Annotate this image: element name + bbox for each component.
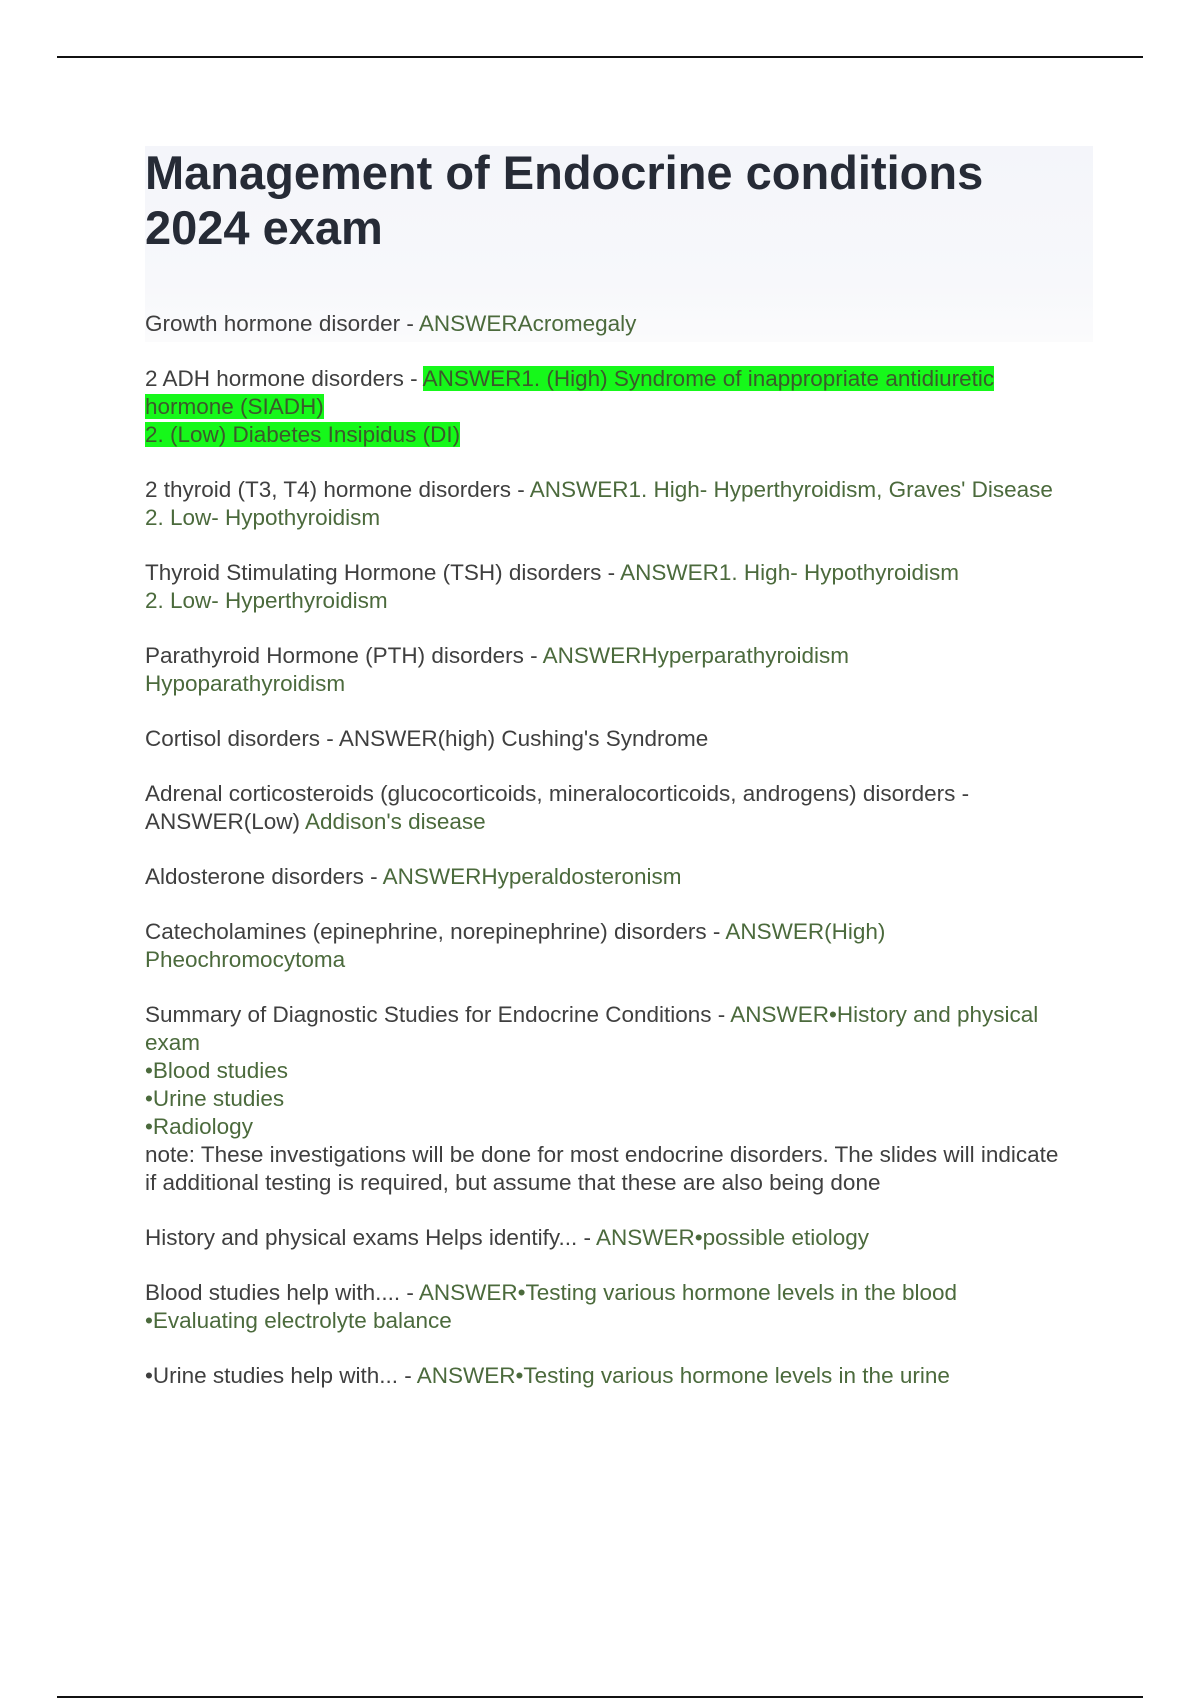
question: History and physical exams Helps identify... - — [145, 1225, 597, 1250]
qa-list — [145, 310, 1065, 1417]
question: Aldosterone disorders - — [145, 864, 383, 889]
answer: ANSWER(High) Pheochromocytoma — [145, 919, 886, 972]
qa-item — [145, 1362, 1065, 1390]
question: Growth hormone disorder - — [145, 311, 419, 336]
qa-item — [145, 918, 1065, 974]
question: •Urine studies help with... - — [145, 1363, 417, 1388]
qa-item — [145, 780, 1065, 836]
question: 2 ADH hormone disorders - — [145, 366, 423, 391]
answer: ANSWERAcromegaly — [418, 311, 637, 336]
qa-item — [145, 1224, 1065, 1252]
qa-item — [145, 863, 1065, 891]
qa-item — [145, 310, 1065, 338]
question: Cortisol disorders - — [145, 726, 339, 751]
answer: Addison's disease — [305, 809, 486, 834]
answer: ANSWER(high) Cushing's Syndrome — [338, 726, 709, 751]
bottom-rule — [57, 1696, 1143, 1698]
answer: ANSWER•Testing various hormone levels in the urine — [416, 1363, 950, 1388]
question: Adrenal corticosteroids (glucocorticoids, mineralocorticoids, androgens) disorders - — [145, 781, 970, 806]
answer: ANSWER•History and physical exam •Blood studies •Urine studies •Radiology — [145, 1002, 1039, 1139]
question: Summary of Diagnostic Studies for Endocrine Conditions - — [145, 1002, 731, 1027]
qa-item — [145, 1001, 1065, 1197]
qa-item — [145, 559, 1065, 615]
answer-prefix: ANSWER(Low) — [145, 809, 306, 834]
answer: ANSWER1. High- Hyperthyroidism, Graves' Disease 2. Low- Hypothyroidism — [145, 477, 1053, 530]
qa-item — [145, 1279, 1065, 1335]
qa-item — [145, 476, 1065, 532]
question: 2 thyroid (T3, T4) hormone disorders - — [145, 477, 530, 502]
top-rule — [57, 56, 1143, 58]
note: note: These investigations will be done for most endocrine disorders. The slides will indicate if additional testing is required, but assume that these are also being done — [145, 1142, 1059, 1195]
answer: ANSWERHyperaldosteronism — [382, 864, 682, 889]
question: Catecholamines (epinephrine, norepinephrine) disorders - — [145, 919, 726, 944]
qa-item — [145, 365, 1065, 449]
answer: ANSWER•Testing various hormone levels in the blood •Evaluating electrolyte balance — [145, 1280, 958, 1333]
answer: ANSWERHyperparathyroidism Hypoparathyroidism — [145, 643, 849, 696]
highlighted-answer: ANSWER1. (High) Syndrome of inappropriate antidiuretic hormone (SIADH) 2. (Low) Diabetes Insipidus (DI) — [145, 366, 995, 447]
answer: ANSWER1. High- Hypothyroidism 2. Low- Hyperthyroidism — [145, 560, 959, 613]
question: Thyroid Stimulating Hormone (TSH) disorders - — [145, 560, 621, 585]
document-title: Management of Endocrine conditions 2024 exam — [145, 146, 984, 254]
qa-item — [145, 725, 1065, 753]
question: Blood studies help with.... - — [145, 1280, 419, 1305]
qa-item — [145, 642, 1065, 698]
answer: ANSWER•possible etiology — [596, 1225, 870, 1250]
question: Parathyroid Hormone (PTH) disorders - — [145, 643, 543, 668]
